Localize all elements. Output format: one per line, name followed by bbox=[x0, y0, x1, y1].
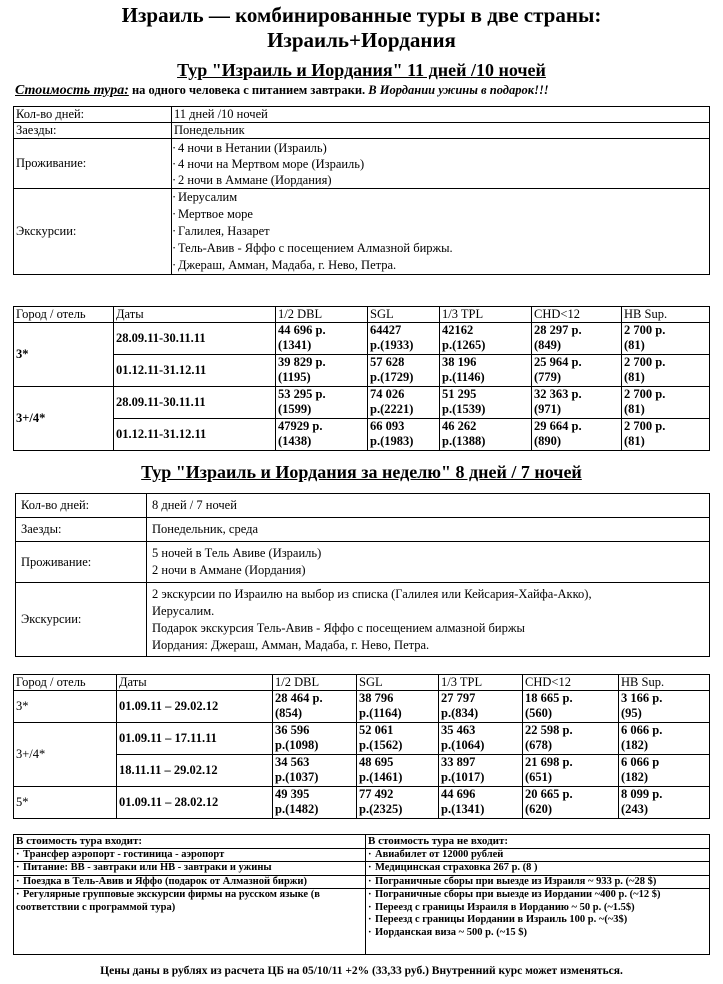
table-row bbox=[14, 387, 710, 419]
not-included-item: · Иорданская виза ~ 500 р. (~15 $) bbox=[368, 927, 707, 940]
table-row bbox=[16, 583, 710, 657]
list-item: · 2 ночи в Аммане (Иордания) bbox=[174, 172, 707, 188]
price-cell: 20 665 р. (620) bbox=[523, 787, 619, 819]
days-label: Кол-во дней: bbox=[14, 107, 172, 123]
price-cell: 33 897 р.(1017) bbox=[439, 755, 523, 787]
price-cell: 25 964 р. (779) bbox=[532, 355, 622, 387]
included-item: · Трансфер аэропорт - гостиница - аэропорт bbox=[14, 848, 366, 862]
not-included-item: · Пограничные сборы при выезде из Иордании ~400 р. (~12 $) bbox=[368, 889, 707, 902]
price-cell: 28 297 р. (849) bbox=[532, 323, 622, 355]
tour2-price-table bbox=[13, 674, 710, 819]
table-row bbox=[14, 123, 710, 139]
arrivals-label: Заезды: bbox=[16, 518, 147, 542]
price-cell: 34 563 р.(1037) bbox=[273, 755, 357, 787]
included-item: · Регулярные групповые экскурсии фирмы на русском языке (в соответствии с программой тура) bbox=[14, 889, 366, 955]
table-row bbox=[14, 787, 710, 819]
dates-cell: 01.12.11-31.12.11 bbox=[114, 355, 276, 387]
table-row bbox=[14, 139, 710, 189]
price-cell: 77 492 р.(2325) bbox=[357, 787, 439, 819]
table-row bbox=[14, 323, 710, 355]
hotel-cell: 3* bbox=[14, 323, 114, 387]
price-cell: 46 262 р.(1388) bbox=[440, 419, 532, 451]
col-header: CHD<12 bbox=[523, 675, 619, 691]
col-header: 1/2 DBL bbox=[276, 307, 368, 323]
list-item: · Джераш, Амман, Мадаба, г. Нево, Петра. bbox=[174, 257, 707, 274]
table-row bbox=[14, 189, 710, 275]
not-included-list bbox=[366, 889, 710, 955]
tour1-price-table bbox=[13, 306, 710, 451]
table-row bbox=[14, 723, 710, 755]
list-item: · Тель-Авив - Яффо с посещением Алмазной биржы. bbox=[174, 240, 707, 257]
not-included-item: · Переезд с границы Израиля в Иорданию ~ 50 р. (~1.5$) bbox=[368, 902, 707, 915]
price-cell: 2 700 р. (81) bbox=[622, 323, 710, 355]
price-cell: 35 463 р.(1064) bbox=[439, 723, 523, 755]
list-item: · Мертвое море bbox=[174, 206, 707, 223]
table-row bbox=[14, 848, 710, 862]
list-item: 2 ночи в Аммане (Иордания) bbox=[152, 563, 306, 577]
price-cell: 47929 р. (1438) bbox=[276, 419, 368, 451]
col-header: 1/2 DBL bbox=[273, 675, 357, 691]
price-cell: 3 166 р. (95) bbox=[619, 691, 710, 723]
stay-label: Проживание: bbox=[16, 542, 147, 583]
list-item: · Галилея, Назарет bbox=[174, 223, 707, 240]
arrivals-value: Понедельник, среда bbox=[147, 518, 710, 542]
price-cell: 38 196 р.(1146) bbox=[440, 355, 532, 387]
price-cell: 53 295 р. (1599) bbox=[276, 387, 368, 419]
not-included-item: · Переезд с границы Иордании в Израиль 100 р. ~(~3$) bbox=[368, 914, 707, 927]
col-header: SGL bbox=[357, 675, 439, 691]
price-cell: 38 796 р.(1164) bbox=[357, 691, 439, 723]
excursions-list bbox=[172, 189, 710, 275]
table-row bbox=[14, 691, 710, 723]
tour1-info-table bbox=[13, 106, 710, 275]
price-cell: 28 464 р. (854) bbox=[273, 691, 357, 723]
stay-label: Проживание: bbox=[14, 139, 172, 189]
hotel-cell: 5* bbox=[14, 787, 117, 819]
dates-cell: 01.09.11 – 17.11.11 bbox=[117, 723, 273, 755]
table-header-row bbox=[14, 307, 710, 323]
table-row bbox=[16, 494, 710, 518]
price-cell: 42162 р.(1265) bbox=[440, 323, 532, 355]
col-header: SGL bbox=[368, 307, 440, 323]
included-item: · Питание: ВВ - завтраки или НВ - завтраки и ужины bbox=[14, 862, 366, 876]
col-header: Даты bbox=[117, 675, 273, 691]
tour2-title: Тур "Израиль и Иордания за неделю" 8 дней / 7 ночей bbox=[141, 462, 582, 482]
list-item: Подарок экскурсия Тель-Авив - Яффо с посещением алмазной биржы bbox=[152, 620, 525, 635]
price-cell: 29 664 р. (890) bbox=[532, 419, 622, 451]
list-item: Иордания: Джераш, Амман, Мадаба, г. Нево, Петра. bbox=[152, 637, 430, 652]
price-cell: 18 665 р. (560) bbox=[523, 691, 619, 723]
col-header: 1/3 TPL bbox=[439, 675, 523, 691]
dates-cell: 01.12.11-31.12.11 bbox=[114, 419, 276, 451]
list-item: Иерусалим. bbox=[152, 603, 215, 618]
table-row bbox=[14, 755, 710, 787]
days-value: 11 дней /10 ночей bbox=[172, 107, 710, 123]
price-cell: 48 695 р.(1461) bbox=[357, 755, 439, 787]
price-cell: 22 598 р. (678) bbox=[523, 723, 619, 755]
list-item: 5 ночей в Тель Авиве (Израиль) bbox=[152, 546, 322, 560]
table-row bbox=[14, 419, 710, 451]
days-value: 8 дней / 7 ночей bbox=[147, 494, 710, 518]
not-included-item: · Авиабилет от 12000 рублей bbox=[366, 848, 710, 862]
arrivals-value: Понедельник bbox=[172, 123, 710, 139]
table-row bbox=[14, 889, 710, 955]
not-included-item: · Пограничные сборы при выезде из Израиля ~ 933 р. (~28 $) bbox=[366, 875, 710, 889]
col-header: HB Sup. bbox=[622, 307, 710, 323]
excursions-label: Экскурсии: bbox=[16, 583, 147, 657]
price-cell: 36 596 р.(1098) bbox=[273, 723, 357, 755]
col-header: Город / отель bbox=[14, 675, 117, 691]
dates-cell: 18.11.11 – 29.02.12 bbox=[117, 755, 273, 787]
tour1-title: Тур "Израиль и Иордания" 11 дней /10 ночей bbox=[177, 60, 546, 80]
price-cell: 32 363 р. (971) bbox=[532, 387, 622, 419]
dates-cell: 28.09.11-30.11.11 bbox=[114, 387, 276, 419]
list-item: 2 экскурсии по Израилю на выбор из списка (Галилея или Кейсария-Хайфа-Акко), bbox=[152, 586, 592, 601]
price-cell: 51 295 р.(1539) bbox=[440, 387, 532, 419]
price-cell: 49 395 р.(1482) bbox=[273, 787, 357, 819]
list-item: · Иерусалим bbox=[174, 189, 707, 206]
table-row bbox=[14, 355, 710, 387]
list-item: · 4 ночи на Мертвом море (Израиль) bbox=[174, 156, 707, 172]
col-header: 1/3 TPL bbox=[440, 307, 532, 323]
price-cell: 27 797 р.(834) bbox=[439, 691, 523, 723]
table-row bbox=[14, 862, 710, 876]
price-cell: 52 061 р.(1562) bbox=[357, 723, 439, 755]
excursions-label: Экскурсии: bbox=[14, 189, 172, 275]
col-header: Город / отель bbox=[14, 307, 114, 323]
page-title-line-1: Израиль — комбинированные туры в две страны: bbox=[121, 3, 602, 27]
dates-cell: 01.09.11 – 29.02.12 bbox=[117, 691, 273, 723]
table-row bbox=[16, 518, 710, 542]
price-cell: 44 696 р.(1341) bbox=[439, 787, 523, 819]
arrivals-label: Заезды: bbox=[14, 123, 172, 139]
hotel-cell: 3+/4* bbox=[14, 387, 114, 451]
price-cell: 2 700 р. (81) bbox=[622, 387, 710, 419]
cost-label: Стоимость тура: bbox=[15, 83, 129, 98]
price-cell: 6 066 р (182) bbox=[619, 755, 710, 787]
price-cell: 8 099 р. (243) bbox=[619, 787, 710, 819]
price-cell: 6 066 р. (182) bbox=[619, 723, 710, 755]
included-header: В стоимость тура входит: bbox=[14, 835, 366, 849]
table-row bbox=[14, 107, 710, 123]
excursions-list bbox=[147, 583, 710, 657]
cost-text: на одного человека с питанием завтраки. bbox=[128, 83, 369, 97]
price-cell: 57 628 р.(1729) bbox=[368, 355, 440, 387]
table-row bbox=[14, 875, 710, 889]
not-included-item: · Медицинская страховка 267 р. (8 ) bbox=[366, 862, 710, 876]
col-header: Даты bbox=[114, 307, 276, 323]
page-title-line-2: Израиль+Иордания bbox=[267, 28, 456, 52]
stay-list bbox=[147, 542, 710, 583]
price-cell: 44 696 р. (1341) bbox=[276, 323, 368, 355]
dates-cell: 28.09.11-30.11.11 bbox=[114, 323, 276, 355]
included-item: · Поездка в Тель-Авив и Яффо (подарок от Алмазной биржи) bbox=[14, 875, 366, 889]
list-item: · 4 ночи в Нетании (Израиль) bbox=[174, 140, 707, 156]
price-cell: 39 829 р. (1195) bbox=[276, 355, 368, 387]
table-header-row bbox=[14, 835, 710, 849]
price-cell: 74 026 р.(2221) bbox=[368, 387, 440, 419]
days-label: Кол-во дней: bbox=[16, 494, 147, 518]
table-header-row bbox=[14, 675, 710, 691]
not-included-header: В стоимость тура не входит: bbox=[366, 835, 710, 849]
footer-note: Цены даны в рублях из расчета ЦБ на 05/10/11 +2% (33,33 руб.) Внутренний курс может изменяться. bbox=[100, 965, 623, 977]
cost-italic: В Иордании ужины в подарок!!! bbox=[368, 83, 549, 97]
price-cell: 2 700 р. (81) bbox=[622, 419, 710, 451]
price-cell: 64427 р.(1933) bbox=[368, 323, 440, 355]
table-row bbox=[16, 542, 710, 583]
tour1-cost-note bbox=[15, 83, 549, 99]
stay-list bbox=[172, 139, 710, 189]
col-header: CHD<12 bbox=[532, 307, 622, 323]
dates-cell: 01.09.11 – 28.02.12 bbox=[117, 787, 273, 819]
tour2-info-table bbox=[15, 493, 710, 657]
inclusions-table bbox=[13, 834, 710, 955]
price-cell: 21 698 р. (651) bbox=[523, 755, 619, 787]
price-cell: 2 700 р. (81) bbox=[622, 355, 710, 387]
col-header: HB Sup. bbox=[619, 675, 710, 691]
price-cell: 66 093 р.(1983) bbox=[368, 419, 440, 451]
hotel-cell: 3* bbox=[14, 691, 117, 723]
hotel-cell: 3+/4* bbox=[14, 723, 117, 787]
